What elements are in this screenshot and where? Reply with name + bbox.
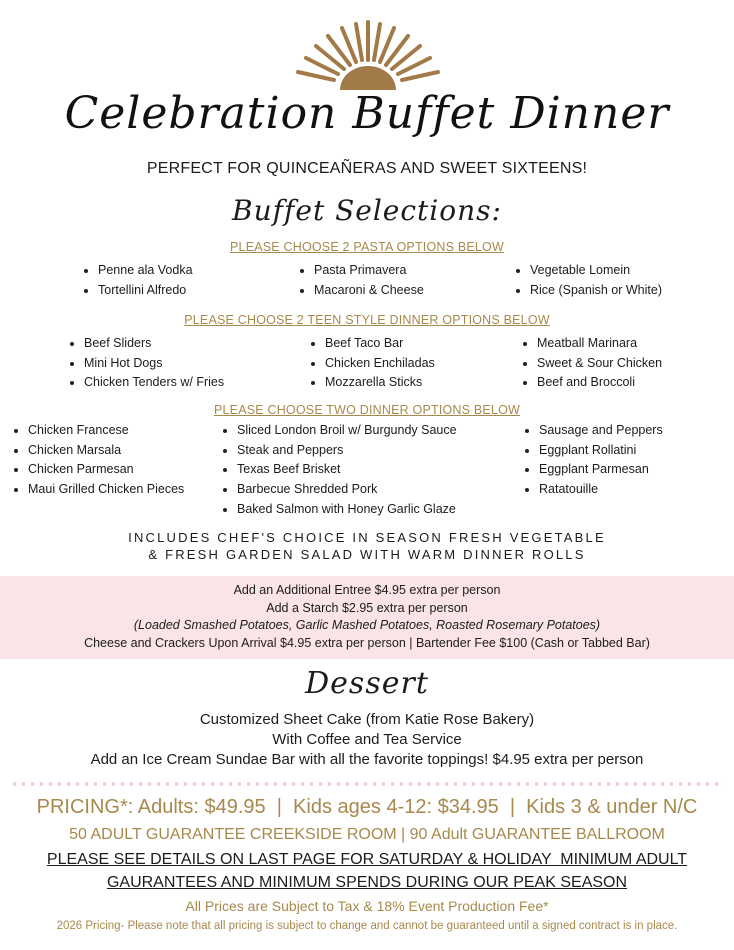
pasta-column-2 [298,261,424,300]
includes-note [0,529,734,563]
dessert-heading: Dessert [305,666,429,701]
dinner-column-1 [12,421,184,500]
dessert-line-2: With Coffee and Tea Service [272,731,462,748]
pasta-section-heading: PLEASE CHOOSE 2 PASTA OPTIONS BELOW [230,240,504,254]
teen-column-3 [521,334,662,393]
list-item: Texas Beef Brisket [221,460,457,480]
list-item: Sausage and Peppers [523,421,663,441]
list-item: Meatball Marinara [521,334,662,354]
includes-line-2: & FRESH GARDEN SALAD WITH WARM DINNER ROLLS [148,547,586,562]
list-item: Baked Salmon with Honey Garlic Glaze [221,500,457,520]
list-item: Sliced London Broil w/ Burgundy Sauce [221,421,457,441]
dotted-divider [10,782,724,786]
list-item: Eggplant Parmesan [523,460,663,480]
addons-band [0,576,734,659]
addon-cheese-bartender: Cheese and Crackers Upon Arrival $4.95 extra per person | Bartender Fee $100 (Cash or Tabbed Bar) [84,635,650,650]
includes-line-1: INCLUDES CHEF'S CHOICE IN SEASON FRESH VEGETABLE [128,530,606,545]
list-item: Barbecue Shredded Pork [221,480,457,500]
dinner-section-heading: PLEASE CHOOSE TWO DINNER OPTIONS BELOW [213,403,521,417]
list-item: Beef and Broccoli [521,373,662,393]
list-item: Pasta Primavera [298,261,424,281]
dessert-details [0,710,734,770]
list-item: Mozzarella Sticks [309,373,435,393]
teen-column-2 [309,334,435,393]
list-item: Beef Taco Bar [309,334,435,354]
dinner-column-3 [523,421,663,500]
list-item: Mini Hot Dogs [68,354,224,374]
list-item: Chicken Francese [12,421,184,441]
buffet-selections-heading: Buffet Selections: [232,194,502,227]
teen-column-1 [68,334,224,393]
pasta-column-1 [82,261,193,300]
list-item: Chicken Parmesan [12,460,184,480]
pricing-main: PRICING*: Adults: $49.95 | Kids ages 4-12: $34.95 | Kids 3 & under N/C [36,796,698,818]
list-item: Maui Grilled Chicken Pieces [12,480,184,500]
list-item: Beef Sliders [68,334,224,354]
pasta-column-3 [514,261,662,300]
tax-note: All Prices are Subject to Tax & 18% Event Production Fee* [185,898,549,914]
dinner-column-2 [221,421,457,519]
list-item: Sweet & Sour Chicken [521,354,662,374]
list-item: Steak and Peppers [221,441,457,461]
sunburst-icon [286,10,450,92]
guarantee-line: 50 ADULT GUARANTEE CREEKSIDE ROOM | 90 Adult GUARANTEE BALLROOM [69,826,665,843]
pricing-disclaimer: 2026 Pricing- Please note that all pricing is subject to change and cannot be guaranteed until a signed contract is in place. [56,920,678,932]
list-item: Ratatouille [523,480,663,500]
peak-season-line-1: PLEASE SEE DETAILS ON LAST PAGE FOR SATURDAY & HOLIDAY MINIMUM ADULT [46,851,688,868]
list-item: Penne ala Vodka [82,261,193,281]
list-item: Eggplant Rollatini [523,441,663,461]
page-subtitle: PERFECT FOR QUINCEAÑERAS AND SWEET SIXTEENS! [146,160,588,177]
list-item: Chicken Enchiladas [309,354,435,374]
peak-season-line-2: GAURANTEES AND MINIMUM SPENDS DURING OUR PEAK SEASON [106,874,628,891]
list-item: Macaroni & Cheese [298,281,424,301]
addon-entree: Add an Additional Entree $4.95 extra per person [233,583,501,597]
addon-starch: Add a Starch $2.95 extra per person [266,600,468,615]
page-title: Celebration Buffet Dinner [64,88,670,139]
list-item: Tortellini Alfredo [82,281,193,301]
dessert-line-3: Add an Ice Cream Sundae Bar with all the favorite toppings! $4.95 extra per person [90,751,644,768]
list-item: Vegetable Lomein [514,261,662,281]
dessert-line-1: Customized Sheet Cake (from Katie Rose Bakery) [199,711,535,728]
addon-starch-options: (Loaded Smashed Potatoes, Garlic Mashed Potatoes, Roasted Rosemary Potatoes) [133,618,601,632]
list-item: Rice (Spanish or White) [514,281,662,301]
list-item: Chicken Marsala [12,441,184,461]
teen-section-heading: PLEASE CHOOSE 2 TEEN STYLE DINNER OPTIONS BELOW [184,313,550,327]
list-item: Chicken Tenders w/ Fries [68,373,224,393]
